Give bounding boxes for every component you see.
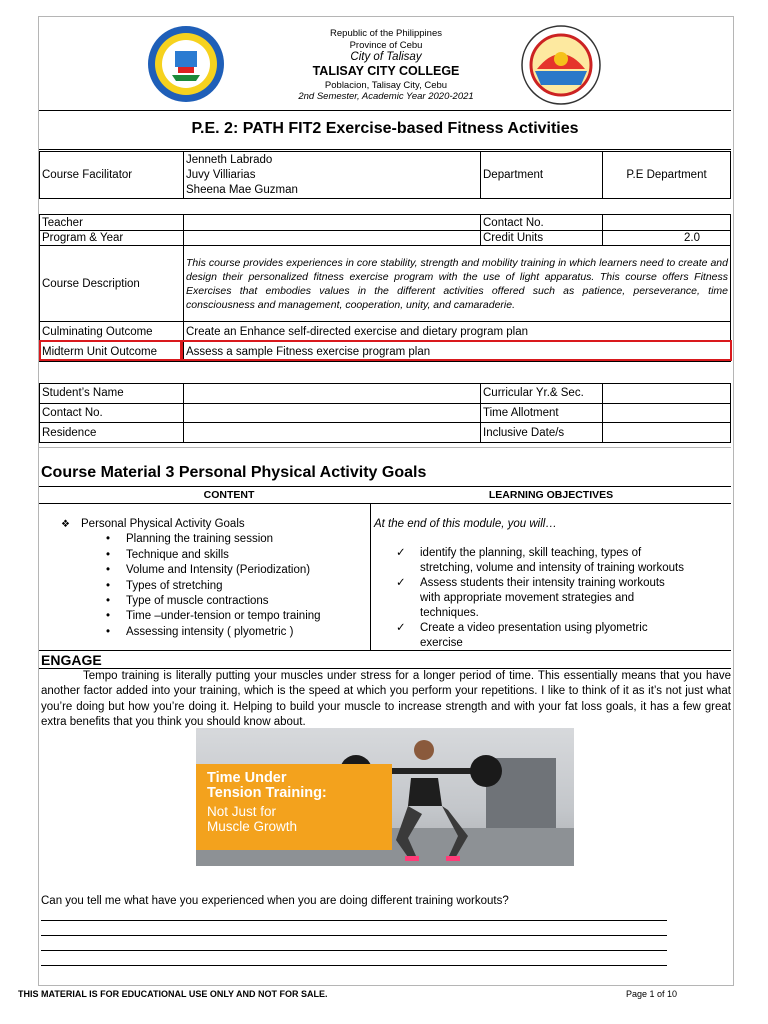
checkmark-icon: ✓ — [396, 547, 406, 559]
bullet-icon: • — [106, 625, 111, 638]
subtopic-list — [106, 532, 366, 640]
list-item — [61, 517, 366, 532]
midterm-value: Assess a sample Fitness exercise program plan — [184, 342, 731, 362]
description-label: Course Description — [40, 246, 184, 322]
student-name-field[interactable] — [184, 384, 481, 404]
objective-line: stretching, volume and intensity of training workouts — [420, 562, 684, 574]
tempo-training-image — [196, 728, 574, 866]
material-title: Course Material 3 Personal Physical Activity Goals — [41, 464, 427, 481]
residence-field[interactable] — [184, 423, 481, 443]
objective-line: with appropriate movement strategies and — [420, 592, 635, 604]
inclusive-dates-label: Inclusive Date/s — [481, 423, 603, 443]
page-number: Page 1 of 10 — [626, 989, 678, 999]
banner-line: Not Just for — [207, 804, 277, 819]
program-label: Program & Year — [40, 231, 184, 246]
time-allotment-field[interactable] — [603, 403, 731, 423]
checkmark-icon: ✓ — [396, 577, 406, 589]
bullet-icon: • — [106, 610, 111, 623]
student-contact-field[interactable] — [184, 403, 481, 423]
objective-line: Assess students their intensity training workouts — [420, 577, 665, 589]
answer-line[interactable] — [41, 920, 667, 921]
province-line: Province of Cebu — [349, 40, 423, 51]
facilitator-label: Course Facilitator — [40, 152, 184, 199]
subtopic-label: Time –under-tension or tempo training — [126, 610, 321, 623]
objective-item — [374, 546, 729, 576]
objectives-list — [374, 517, 729, 651]
list-item — [106, 563, 366, 578]
divider — [39, 447, 731, 448]
list-item — [106, 532, 366, 547]
facilitator-name: Jenneth Labrado — [186, 153, 273, 166]
midterm-label: Midterm Unit Outcome — [40, 342, 184, 362]
student-info-table — [39, 383, 731, 443]
content-header: CONTENT — [203, 489, 255, 501]
facilitator-name: Sheena Mae Guzman — [186, 183, 298, 196]
bullet-icon: • — [106, 579, 111, 592]
course-title: P.E. 2: PATH FIT2 Exercise-based Fitness Activities — [191, 120, 579, 137]
answer-line[interactable] — [41, 935, 667, 936]
content-list — [61, 517, 366, 640]
program-value[interactable] — [184, 231, 481, 246]
objective-item — [374, 576, 729, 621]
subtopic-label: Volume and Intensity (Periodization) — [126, 564, 311, 577]
bullet-icon: • — [106, 564, 111, 577]
residence-label: Residence — [40, 423, 184, 443]
objective-line: Create a video presentation using plyometric — [420, 622, 648, 634]
footer-notice: THIS MATERIAL IS FOR EDUCATIONAL USE ONLY AND NOT FOR SALE. — [18, 989, 328, 999]
facilitator-name: Juvy Villiarias — [186, 168, 256, 181]
objective-line: exercise — [420, 637, 463, 649]
subtopic-label: Types of stretching — [126, 579, 223, 592]
teacher-label: Teacher — [40, 215, 184, 231]
document-page — [38, 16, 734, 986]
bullet-icon: • — [106, 595, 111, 608]
objective-item — [374, 621, 729, 651]
image-banner — [196, 764, 392, 850]
inclusive-dates-field[interactable] — [603, 423, 731, 443]
list-item — [106, 579, 366, 594]
republic-line: Republic of the Philippines — [330, 28, 442, 39]
address-line: Poblacion, Talisay City, Cebu — [324, 80, 448, 91]
time-allotment-label: Time Allotment — [481, 403, 603, 423]
objective-line: identify the planning, skill teaching, types of — [420, 547, 642, 559]
objectives-intro: At the end of this module, you will… — [374, 518, 557, 530]
credit-label: Credit Units — [481, 231, 603, 246]
course-title-bar — [39, 110, 731, 150]
teacher-value[interactable] — [184, 215, 481, 231]
banner-line: Muscle Growth — [207, 819, 298, 834]
column-divider — [370, 503, 371, 650]
objectives-header: LEARNING OBJECTIVES — [488, 489, 614, 501]
content-header-row — [39, 486, 731, 504]
subtopic-label: Technique and skills — [126, 548, 229, 561]
student-name-label: Student’s Name — [40, 384, 184, 404]
curricular-label: Curricular Yr.& Sec. — [481, 384, 603, 404]
culminating-value: Create an Enhance self-directed exercise and dietary program plan — [184, 322, 731, 342]
answer-line[interactable] — [41, 965, 667, 966]
facilitator-names — [184, 152, 481, 199]
student-contact-label: Contact No. — [40, 403, 184, 423]
city-line: City of Talisay — [350, 51, 422, 63]
bullet-icon: • — [106, 533, 111, 546]
curricular-field[interactable] — [603, 384, 731, 404]
topic-label: Personal Physical Activity Goals — [81, 518, 245, 530]
semester-line: 2nd Semester, Academic Year 2020-2021 — [298, 91, 474, 102]
objective-line: techniques. — [420, 607, 479, 619]
bullet-icon: • — [106, 548, 111, 561]
engage-heading: ENGAGE — [41, 652, 102, 668]
reflection-question: Can you tell me what have you experienced when you are doing different training workouts? — [41, 895, 509, 907]
credit-value: 2.0 — [603, 231, 731, 246]
contact-value[interactable] — [603, 215, 731, 231]
engage-text: Tempo training is literally putting your muscles under stress for a longer period of time. This essentially means that you have another factor added into your training, which is the speed at which you perform your repetitions. I like to think of it as it’s not just what you’re doing but how you’re doing it. Helping to build your muscle to increase strength and with your fat loss goals, it has a few great extra benefits that you think you should know about. — [41, 670, 731, 728]
list-item — [106, 625, 366, 640]
banner-line: Time Under — [207, 770, 287, 786]
contact-label: Contact No. — [481, 215, 603, 231]
answer-line[interactable] — [41, 950, 667, 951]
checkmark-icon: ✓ — [396, 622, 406, 634]
subtopic-label: Planning the training session — [126, 533, 274, 546]
list-item — [106, 594, 366, 609]
subtopic-label: Assessing intensity ( plyometric ) — [126, 625, 294, 638]
description-text: This course provides experiences in core stability, strength and mobility training in which learners need to create and design their personalized fitness exercise program with the use of light apparatus. This course offers Fitness Exercises that embodies values in the different activities offered such as patience, perseverance, time consciousness and management, cooperation, unity, and camaraderie. — [184, 246, 731, 322]
city-seal-logo — [521, 25, 601, 105]
department-value: P.E Department — [603, 152, 731, 199]
midterm-label-highlight — [39, 340, 182, 361]
facilitator-table — [39, 151, 731, 199]
subtopic-label: Type of muscle contractions — [126, 595, 269, 608]
culminating-label: Culminating Outcome — [40, 322, 184, 342]
engage-paragraph — [41, 669, 731, 730]
list-item — [106, 548, 366, 563]
list-item — [106, 609, 366, 624]
banner-line: Tension Training: — [207, 785, 327, 801]
college-name: TALISAY CITY COLLEGE — [312, 64, 460, 78]
midterm-value-highlight — [181, 340, 732, 361]
department-label: Department — [481, 152, 603, 199]
diamond-bullet-icon: ❖ — [61, 519, 70, 530]
